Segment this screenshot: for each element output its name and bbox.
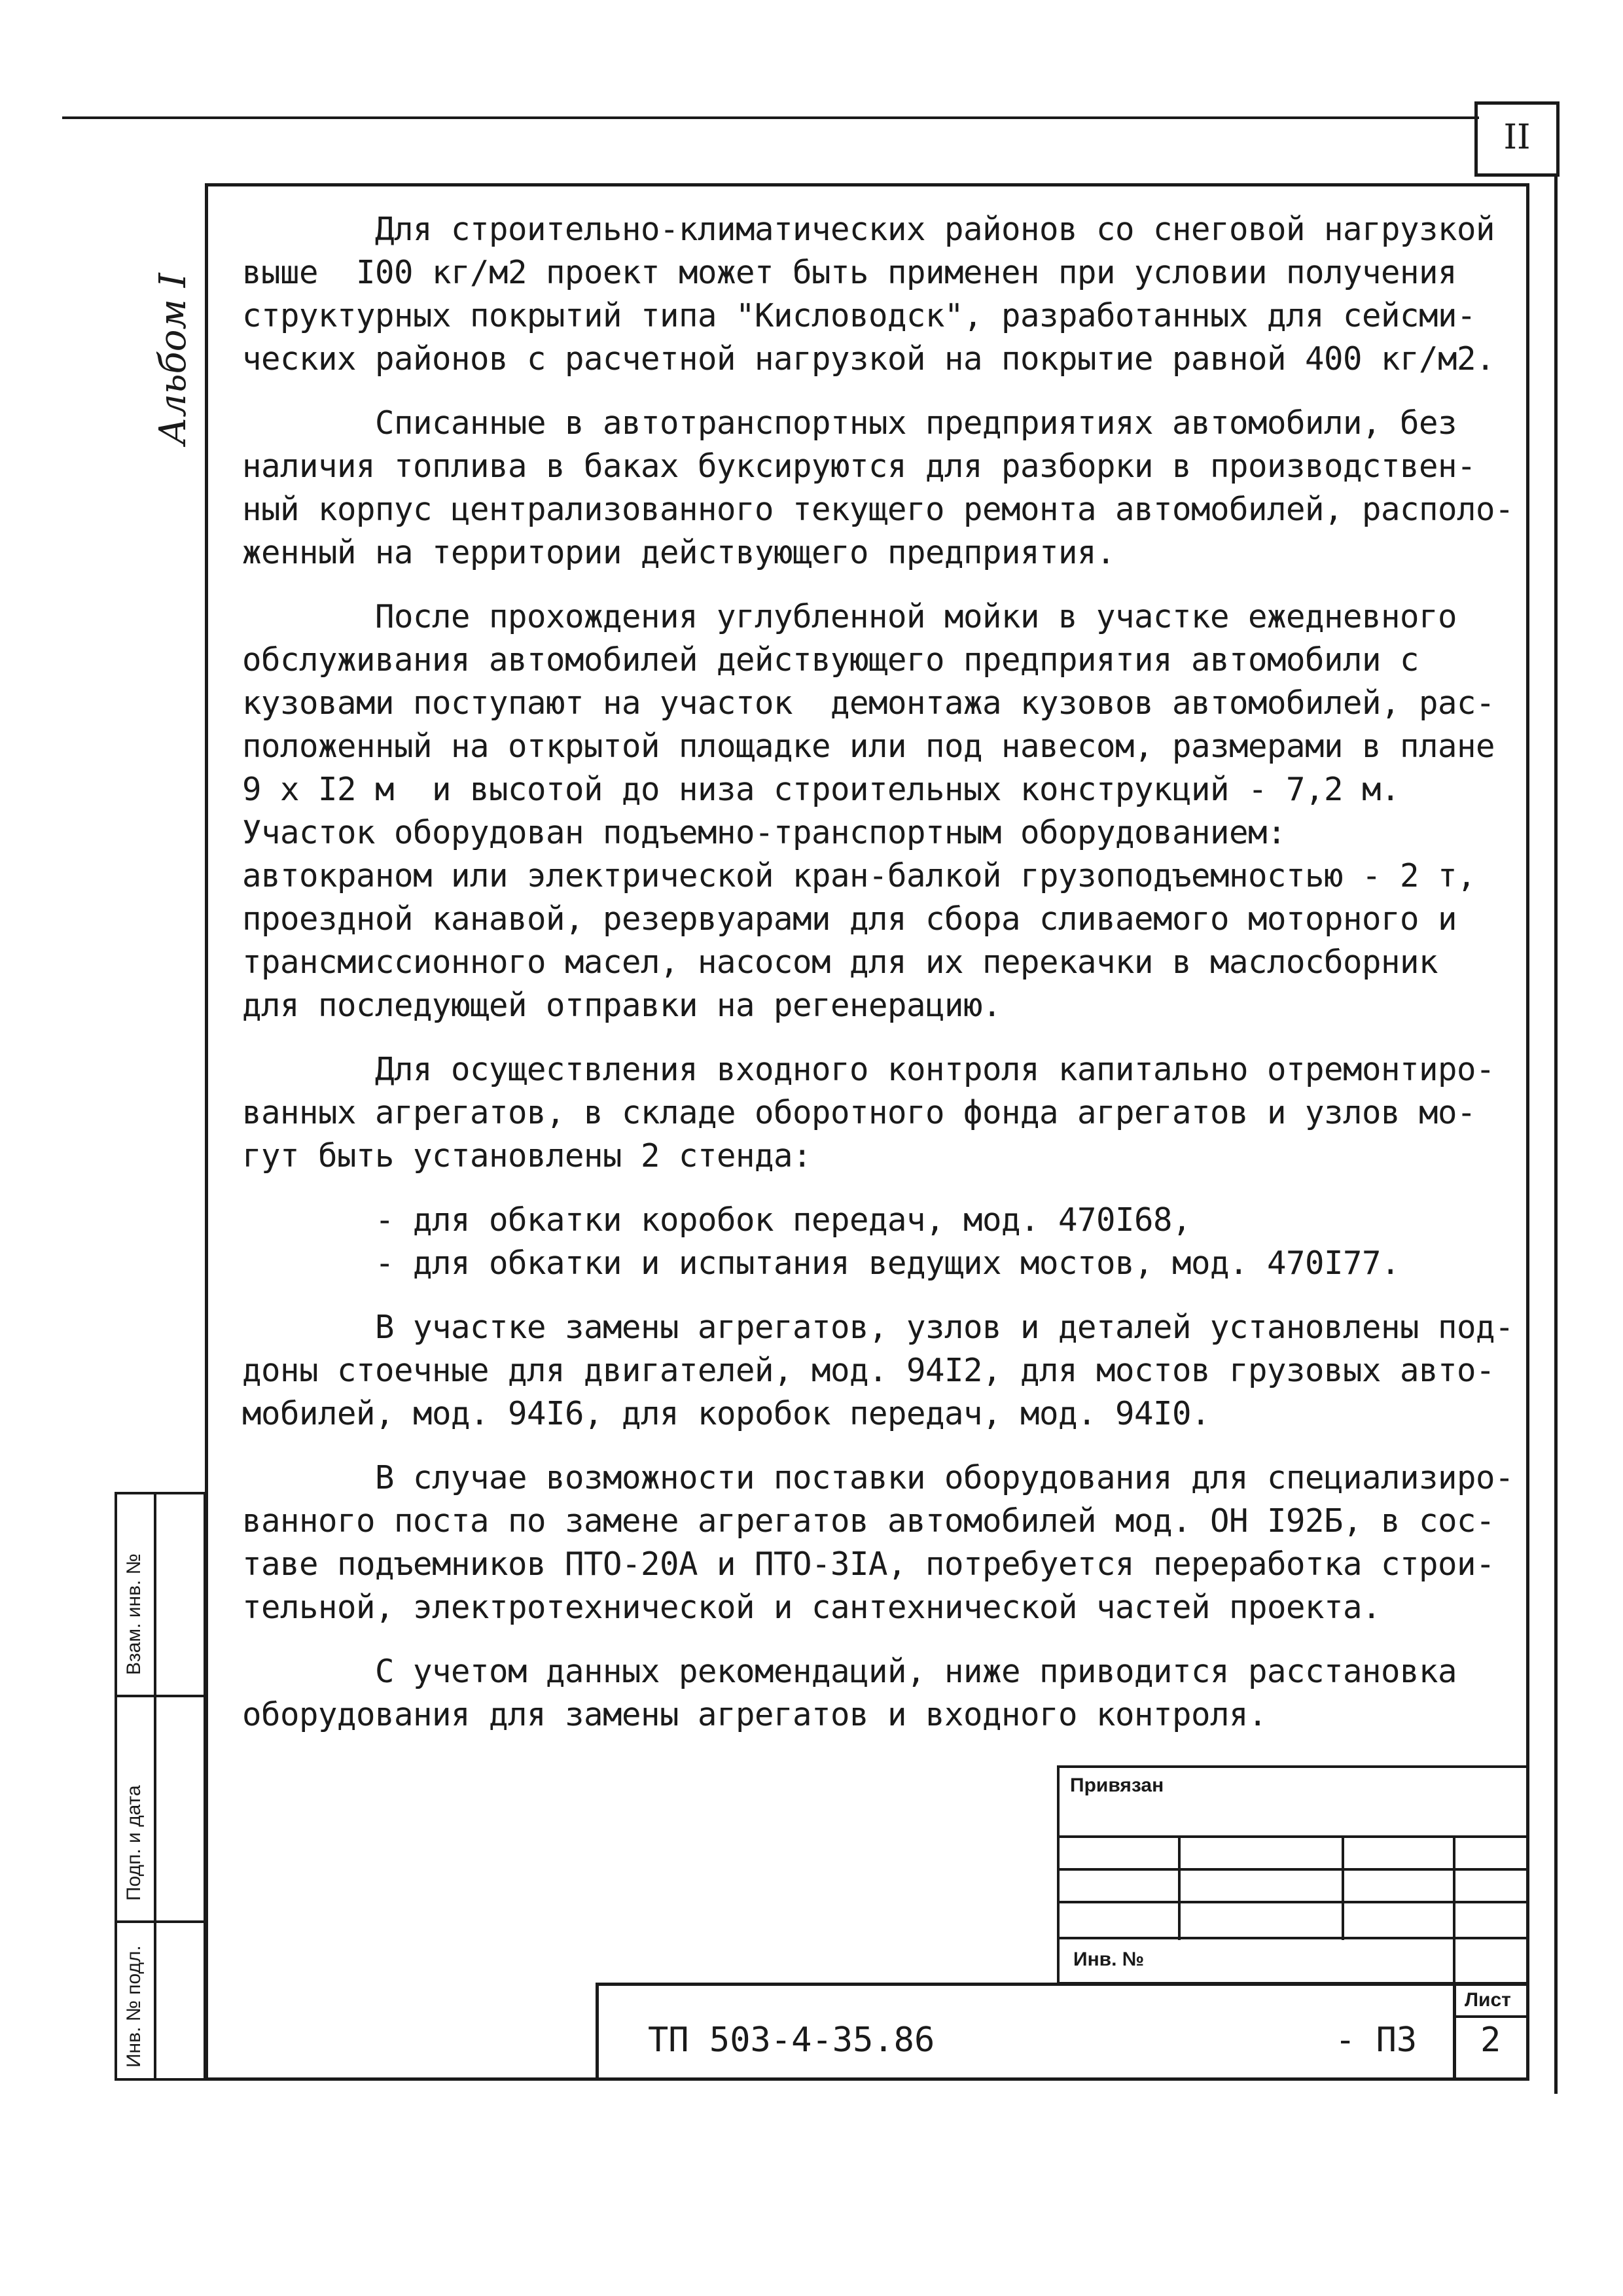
inv-number-label: Инв. № <box>1073 1949 1145 1970</box>
text-line: гут быть установлены 2 стенда: <box>242 1137 812 1174</box>
text-line: проездной канавой, резервуарами для сбора сливаемого моторного и <box>242 900 1457 938</box>
binding-h2 <box>1057 1868 1529 1871</box>
side-stamp-divider <box>154 1492 156 2081</box>
title-strip-divider <box>1453 1983 1456 2081</box>
text-line: доны стоечные для двигателей, мод. 94I2, для мостов грузовых авто- <box>242 1352 1495 1389</box>
text-line: наличия топлива в баках буксируются для разборки в производствен- <box>242 448 1476 485</box>
paragraph <box>242 1306 1514 1436</box>
text-line: С учетом данных рекомендаций, ниже приводится расстановка <box>242 1653 1457 1690</box>
side-stamp-vzam-inv: Взам. инв. № <box>123 1553 145 1675</box>
text-line: В случае возможности поставки оборудования для специализиро- <box>242 1459 1514 1496</box>
text-line: трансмиссионного масел, насосом для их перекачки в маслосборник <box>242 944 1438 981</box>
side-stamp-row-2 <box>115 1920 206 1923</box>
text-line: мобилей, мод. 94I6, для коробок передач, мод. 94I0. <box>242 1395 1211 1432</box>
section-code: - ПЗ <box>1335 2021 1418 2060</box>
album-label: Альбом I <box>152 273 194 445</box>
text-line: Участок оборудован подъемно-транспортным оборудованием: <box>242 814 1287 851</box>
paragraph <box>242 1199 1486 1285</box>
text-line: Списанные в автотранспортных предприятиях автомобили, без <box>242 404 1457 442</box>
paragraph <box>242 1048 1495 1178</box>
text-line: таве подъемников ПТО-20А и ПТО-3IА, потребуется переработка строи- <box>242 1545 1495 1583</box>
binding-h1 <box>1057 1835 1529 1838</box>
text-line: тельной, электротехнической и сантехнической частей проекта. <box>242 1589 1382 1626</box>
text-line: автокраном или электрической кран-балкой грузоподъемностью - 2 т, <box>242 857 1476 894</box>
paragraph <box>242 402 1514 574</box>
text-line: - для обкатки и испытания ведущих мостов, мод. 470I77. <box>242 1245 1400 1282</box>
side-stamp-row-1 <box>115 1695 206 1697</box>
text-line: ванных агрегатов, в складе оборотного фонда агрегатов и узлов мо- <box>242 1094 1476 1131</box>
text-line: выше I00 кг/м2 проект может быть применен при условии получения <box>242 254 1457 291</box>
text-line: положенный на открытой площадке или под навесом, размерами в плане <box>242 728 1495 765</box>
side-stamp-inv-podl: Инв. № подл. <box>123 1945 145 2068</box>
binding-v3 <box>1453 1835 1455 1985</box>
document-code: ТП 503-4-35.86 <box>648 2021 935 2060</box>
text-line: - для обкатки коробок передач, мод. 470I68, <box>242 1201 1192 1239</box>
paragraph <box>242 1650 1486 1737</box>
binding-v2 <box>1342 1835 1344 1940</box>
explanatory-text <box>242 208 1514 1757</box>
text-line: структурных покрытий типа "Кисловодск", разработанных для сейсми- <box>242 297 1476 334</box>
side-stamp-podp-data: Подп. и дата <box>123 1785 145 1901</box>
text-line: Для осуществления входного контроля капитально отремонтиро- <box>242 1051 1495 1088</box>
list-label: Лист <box>1465 1989 1511 2011</box>
paragraph <box>242 595 1495 1027</box>
paragraph <box>242 1457 1514 1629</box>
text-line: оборудования для замены агрегатов и входного контроля. <box>242 1696 1268 1733</box>
binding-label: Привязан <box>1070 1775 1164 1796</box>
list-header-line <box>1453 2015 1529 2018</box>
paragraph <box>242 208 1495 381</box>
top-rule <box>62 116 1479 119</box>
text-line: После прохождения углубленной мойки в участке ежедневного <box>242 598 1457 635</box>
text-line: женный на территории действующего предприятия. <box>242 534 1116 571</box>
text-line: обслуживания автомобилей действующего предприятия автомобили с <box>242 641 1419 679</box>
binding-h3 <box>1057 1901 1529 1903</box>
binding-v1 <box>1178 1835 1181 1940</box>
text-line: кузовами поступают на участок демонтажа кузовов автомобилей, рас- <box>242 684 1495 722</box>
text-line: Для строительно-климатических районов со снеговой нагрузкой <box>242 211 1495 248</box>
text-line: ванного поста по замене агрегатов автомобилей мод. ОН I92Б, в сос- <box>242 1502 1495 1540</box>
corner-sheet-number: II <box>1474 101 1560 177</box>
frame-right-outer <box>1554 177 1558 2094</box>
sheet-number: 2 <box>1480 2021 1501 2060</box>
text-line: В участке замены агрегатов, узлов и деталей установлены под- <box>242 1309 1514 1346</box>
text-line: для последующей отправки на регенерацию. <box>242 987 1002 1024</box>
text-line: 9 х I2 м и высотой до низа строительных конструкций - 7,2 м. <box>242 771 1400 808</box>
text-line: ный корпус централизованного текущего ремонта автомобилей, располо- <box>242 491 1514 528</box>
binding-h4 <box>1057 1937 1529 1939</box>
text-line: ческих районов с расчетной нагрузкой на покрытие равной 400 кг/м2. <box>242 340 1495 378</box>
